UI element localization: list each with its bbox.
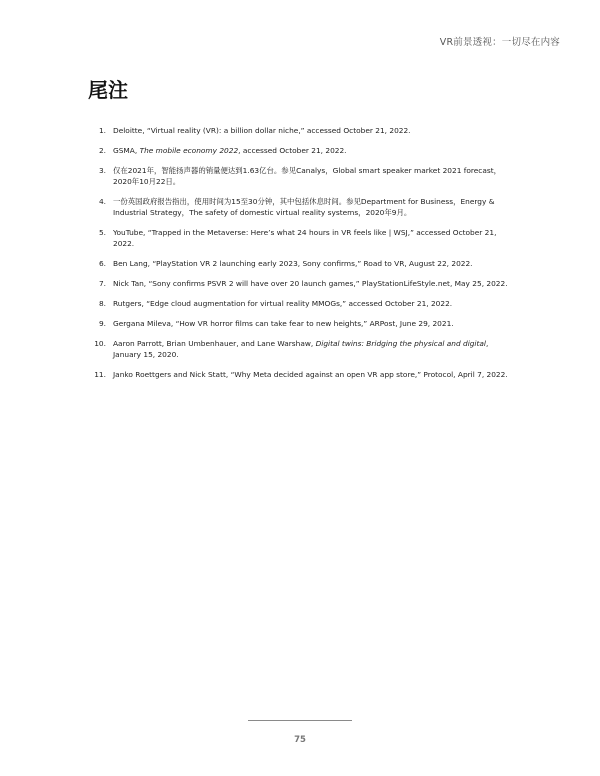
endnote-8 [88,298,516,309]
endnote-text: GSMA, The mobile economy 2022, accessed October 21, 2022. [113,146,347,155]
endnote-title-italic: The mobile economy 2022 [139,146,239,155]
endnote-number: 10. [94,339,106,348]
endnote-number: 9. [98,319,106,328]
endnote-7 [88,278,516,289]
endnote-3 [88,165,516,187]
endnote-text: YouTube, “Trapped in the Metaverse: Here’s what 24 hours in VR feels like | WSJ,” accessed October 21, 2022. [113,228,497,248]
footer-divider [248,720,352,721]
endnote-number: 1. [98,126,106,135]
endnote-text: Janko Roettgers and Nick Statt, “Why Meta decided against an open VR app store,” Protocol, April 7, 2022. [113,370,508,379]
endnote-text: Ben Lang, “PlayStation VR 2 launching early 2023, Sony confirms,” Road to VR, August 22, 2022. [113,259,473,268]
endnote-6 [88,258,516,269]
endnote-1 [88,125,516,136]
endnote-5 [88,227,516,249]
endnote-text: 仅在2021年，智能扬声器的销量便达到1.63亿台。参见Canalys，Global smart speaker market 2021 forecast，2020年10月22日。 [113,166,502,186]
endnote-10 [88,338,516,360]
endnote-text: Nick Tan, “Sony confirms PSVR 2 will have over 20 launch games,” PlayStationLifeStyle.net, May 25, 2022. [113,279,508,288]
endnotes-list [88,125,516,389]
endnote-number: 6. [98,259,106,268]
endnote-text: Deloitte, “Virtual reality (VR): a billion dollar niche,” accessed October 21, 2022. [113,126,411,135]
endnote-title-italic: Digital twins: Bridging the physical and digital [315,339,486,348]
page-title: 尾注 [88,78,128,102]
endnote-number: 4. [98,197,106,206]
endnote-text: Gergana Mileva, “How VR horror films can take fear to new heights,” ARPost, June 29, 2021. [113,319,454,328]
endnote-number: 8. [98,299,106,308]
endnote-number: 2. [98,146,106,155]
page-number: 75 [294,735,306,745]
endnote-number: 5. [98,228,106,237]
running-header: VR前景透视：一切尽在内容 [439,37,560,48]
endnote-number: 3. [98,166,106,175]
endnote-9 [88,318,516,329]
endnote-text: Aaron Parrott, Brian Umbenhauer, and Lane Warshaw, Digital twins: Bridging the physical and digital, January 15, 2020. [113,339,489,359]
endnote-text: Rutgers, “Edge cloud augmentation for virtual reality MMOGs,” accessed October 21, 2022. [113,299,453,308]
endnote-text: 一份英国政府报告指出，使用时间为15至30分钟，其中包括休息时间。参见Department for Business，Energy & Industrial Strategy，The safety of domestic virtual reality systems，2020年9月。 [113,197,495,217]
endnote-4 [88,196,516,218]
endnote-number: 7. [98,279,106,288]
endnote-11 [88,369,516,380]
endnote-number: 11. [94,370,106,379]
endnote-2 [88,145,516,156]
